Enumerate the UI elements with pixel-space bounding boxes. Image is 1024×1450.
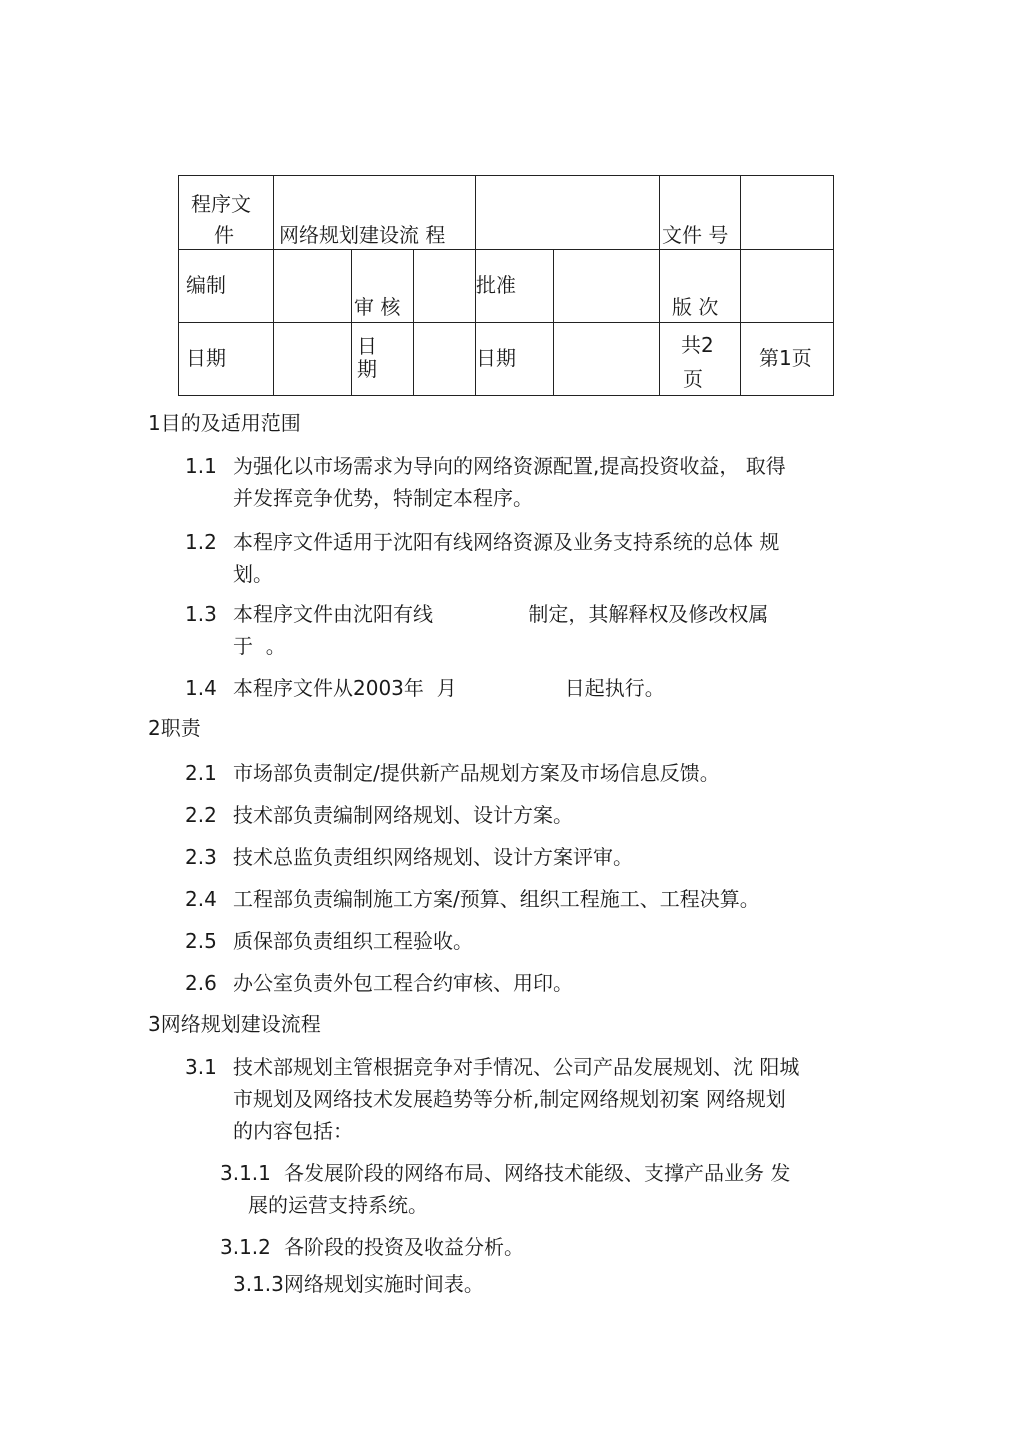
item-2-1 <box>185 757 875 789</box>
item-number: 2.1 <box>185 761 217 785</box>
version-label: 版 次 <box>672 295 719 319</box>
item-3-1-3 <box>233 1268 873 1300</box>
item-text-line1: 本程序文件适用于沈阳有线网络资源及业务支持系统的总体 规 <box>233 530 780 554</box>
item-text-line1: 各发展阶段的网络布局、网络技术能级、支撑产品业务 发 <box>284 1161 791 1185</box>
item-number: 1.3 <box>185 602 217 626</box>
item-text-line1: 技术总监负责组织网络规划、设计方案评审。 <box>233 845 633 869</box>
item-2-3 <box>185 841 875 873</box>
item-1-3 <box>185 598 875 662</box>
cell-doc-no-value <box>740 175 834 250</box>
item-text-line1: 为强化以市场需求为导向的网络资源配置,提高投资收益， 取得 <box>233 454 786 478</box>
item-3-1-1 <box>220 1157 875 1221</box>
section-1-title: 1目的及适用范围 <box>148 411 301 435</box>
item-text-line1: 本程序文件从2003年 月 日起执行。 <box>233 676 665 700</box>
item-number: 2.2 <box>185 803 217 827</box>
section-3-title: 3网络规划建设流程 <box>148 1012 321 1036</box>
doc-type-line1: 程序文 <box>191 192 251 216</box>
item-number: 2.3 <box>185 845 217 869</box>
item-2-6 <box>185 967 875 999</box>
doc-type-line2: 件 <box>214 223 234 247</box>
item-text-line1: 质保部负责组织工程验收。 <box>233 929 473 953</box>
item-2-4 <box>185 883 875 915</box>
cell-blank-r1 <box>475 175 660 250</box>
item-text-line1: 各阶段的投资及收益分析。 <box>284 1235 524 1259</box>
item-text-line2: 市规划及网络技术发展趋势等分析,制定网络规划初案 网络规划 <box>233 1087 786 1111</box>
doc-title: 网络规划建设流 程 <box>279 223 446 247</box>
item-number: 1.1 <box>185 454 217 478</box>
item-text-line2: 展的运营支持系统。 <box>248 1193 428 1217</box>
item-number: 2.5 <box>185 929 217 953</box>
item-number: 2.4 <box>185 887 217 911</box>
cell-date-value-1 <box>273 322 352 396</box>
cell-date-value-2 <box>413 322 476 396</box>
item-1-4 <box>185 672 875 704</box>
cell-reviewed-value <box>413 249 476 323</box>
cell-approved-value <box>553 249 660 323</box>
item-text-line1: 3.1.3网络规划实施时间表。 <box>233 1272 484 1296</box>
item-number: 1.4 <box>185 676 217 700</box>
item-2-2 <box>185 799 875 831</box>
item-text-line1: 技术部负责编制网络规划、设计方案。 <box>233 803 573 827</box>
total-pages-line2: 页 <box>683 367 703 391</box>
item-number: 3.1.2 <box>220 1235 271 1259</box>
page-no: 第1页 <box>759 346 812 370</box>
item-number: 1.2 <box>185 530 217 554</box>
date-label-3: 日期 <box>476 346 516 370</box>
date-label-2-line1: 日 <box>357 334 377 358</box>
item-text-line1: 办公室负责外包工程合约审核、用印。 <box>233 971 573 995</box>
total-pages-line1: 共2 <box>681 333 714 357</box>
prepared-label: 编制 <box>186 273 226 297</box>
item-number: 3.1 <box>185 1055 217 1079</box>
item-text-line1: 技术部规划主管根据竞争对手情况、公司产品发展规划、沈 阳城 <box>233 1055 800 1079</box>
cell-date-value-3 <box>553 322 660 396</box>
item-1-2 <box>185 526 875 590</box>
item-text-line3: 的内容包括： <box>233 1119 353 1143</box>
date-label-2-line2: 期 <box>357 357 377 381</box>
cell-version-value <box>740 249 834 323</box>
item-3-1 <box>185 1051 875 1147</box>
item-2-5 <box>185 925 875 957</box>
item-number: 2.6 <box>185 971 217 995</box>
section-2-title: 2职责 <box>148 716 201 740</box>
item-text-line2: 于 。 <box>233 634 286 658</box>
item-3-1-2 <box>220 1231 875 1263</box>
approved-label: 批准 <box>476 273 516 297</box>
item-number: 3.1.1 <box>220 1161 271 1185</box>
item-text-line1: 工程部负责编制施工方案/预算、组织工程施工、工程决算。 <box>233 887 760 911</box>
reviewed-label: 审 核 <box>354 295 401 319</box>
date-label-1: 日期 <box>186 346 226 370</box>
item-1-1 <box>185 450 875 514</box>
item-text-line1: 市场部负责制定/提供新产品规划方案及市场信息反馈。 <box>233 761 720 785</box>
item-text-line1: 本程序文件由沈阳有线 制定，其解释权及修改权属 <box>233 602 769 626</box>
doc-no-label: 文件 号 <box>662 223 729 247</box>
item-text-line2: 并发挥竞争优势，特制定本程序。 <box>233 486 533 510</box>
item-text-line2: 划。 <box>233 562 273 586</box>
cell-prepared-value <box>273 249 352 323</box>
